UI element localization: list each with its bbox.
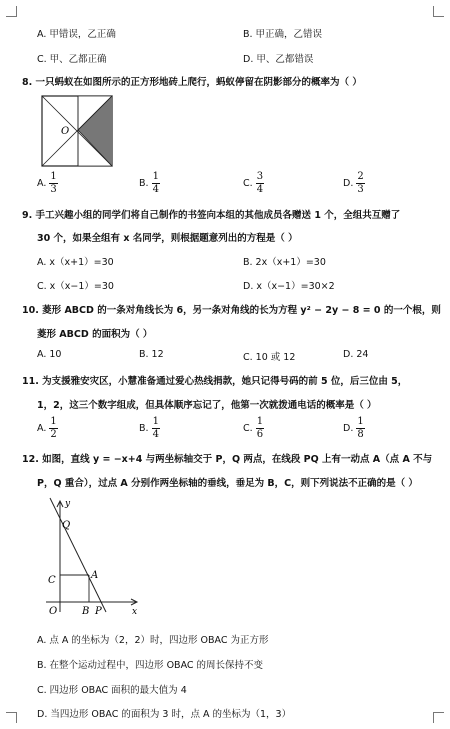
denominator: 3: [357, 184, 364, 195]
q11-option-d-letter: D.: [343, 423, 354, 434]
q9-option-a: A. x（x+1）=30: [37, 257, 114, 268]
corner-mark-bottom-left: [6, 712, 17, 723]
q8-option-d: [343, 172, 365, 195]
q12-option-b: B. 在整个运动过程中，四边形 OBAC 的周长保持不变: [37, 660, 264, 671]
label-a: A: [91, 570, 99, 581]
q10-stem-line1: 10. 菱形 ABCD 的一条对角线长为 6，另一条对角线的长为方程 y² − 2y − 8 = 0 的一个根，则: [22, 305, 441, 316]
q12-stem-line2: P，Q 重合），过点 A 分别作两坐标轴的垂线，垂足为 B，C，则下列说法不正确的是（ ）: [37, 478, 418, 489]
numerator: 2: [357, 171, 364, 182]
q8-option-c-fraction: [256, 172, 264, 195]
q11-option-a: [37, 417, 58, 440]
q8-option-a: [37, 172, 58, 195]
q12-option-d: D. 当四边形 OBAC 的面积为 3 时，点 A 的坐标为（1，3）: [37, 709, 292, 720]
q9-option-b: B. 2x（x+1）=30: [243, 257, 326, 268]
corner-mark-top-right: [433, 6, 444, 17]
q11-option-c-letter: C.: [243, 423, 253, 434]
label-o: O: [61, 126, 70, 137]
label-p: P: [95, 606, 102, 617]
q11-option-d: [343, 417, 365, 440]
q11-stem-line2: 1，2，这三个数字组成，但具体顺序忘记了，他第一次就拨通电话的概率是（ ）: [37, 400, 377, 411]
denominator: 4: [256, 184, 264, 195]
denominator: 2: [50, 429, 57, 440]
q11-option-c-fraction: [256, 417, 264, 440]
label-x: x: [132, 607, 138, 617]
corner-mark-bottom-right: [433, 712, 444, 723]
q8-option-a-letter: A.: [37, 178, 47, 189]
q8-option-b-fraction: [152, 172, 160, 195]
label-y: y: [65, 499, 71, 509]
q8-option-a-fraction: [49, 172, 57, 195]
q7-option-a: A. 甲错误，乙正确: [37, 29, 116, 40]
q11-option-d-fraction: [356, 417, 364, 440]
q12-coordinate-figure: [40, 490, 148, 620]
q11-stem-line1: 11. 为支援雅安灾区，小慧准备通过爱心热线捐款，她只记得号码的前 5 位，后三位由 5，: [22, 376, 408, 387]
denominator: 3: [50, 184, 57, 195]
line-pq: [50, 498, 106, 612]
q8-option-b-letter: B.: [139, 178, 149, 189]
numerator: 1: [357, 416, 364, 427]
q8-option-b: [139, 172, 160, 195]
numerator: 1: [50, 171, 57, 182]
q11-option-a-fraction: [49, 417, 57, 440]
q7-option-d: D. 甲、乙都错误: [243, 54, 314, 65]
label-o: O: [49, 606, 58, 617]
q11-option-b: [139, 417, 160, 440]
q11-option-c: [243, 417, 264, 440]
corner-mark-top-left: [6, 6, 17, 17]
q11-option-b-letter: B.: [139, 423, 149, 434]
numerator: 1: [152, 171, 159, 182]
q11-option-a-letter: A.: [37, 423, 47, 434]
q9-stem-line1: 9. 手工兴趣小组的同学们将自己制作的书签向本组的其他成员各赠送 1 个，全组共互赠了: [22, 210, 401, 221]
label-b: B: [82, 606, 90, 617]
numerator: 3: [256, 171, 264, 182]
q10-option-b: B. 12: [139, 349, 164, 360]
denominator: 8: [357, 429, 364, 440]
q8-stem: 8. 一只蚂蚁在如图所示的正方形地砖上爬行，蚂蚁停留在阴影部分的概率为（ ）: [22, 77, 362, 88]
q8-option-d-letter: D.: [343, 178, 354, 189]
q10-stem-line2: 菱形 ABCD 的面积为（ ）: [37, 329, 153, 340]
label-q: Q: [62, 520, 71, 531]
q10-option-c: C. 10 或 12: [243, 352, 296, 363]
q9-option-c: C. x（x−1）=30: [37, 281, 114, 292]
denominator: 6: [256, 429, 264, 440]
q12-option-a: A. 点 A 的坐标为（2，2）时，四边形 OBAC 为正方形: [37, 635, 269, 646]
q12-option-c: C. 四边形 OBAC 面积的最大值为 4: [37, 685, 187, 696]
denominator: 4: [152, 184, 159, 195]
q8-option-c: [243, 172, 264, 195]
q7-option-b: B. 甲正确，乙错误: [243, 29, 323, 40]
q8-square-tile-figure: [41, 95, 113, 167]
label-c: C: [48, 575, 56, 586]
q11-option-b-fraction: [152, 417, 160, 440]
q12-stem-line1: 12. 如图，直线 y = −x+4 与两坐标轴交于 P，Q 两点，在线段 PQ 上有一动点 A（点 A 不与: [22, 454, 433, 465]
q8-option-d-fraction: [356, 172, 364, 195]
q10-option-a: A. 10: [37, 349, 62, 360]
numerator: 1: [152, 416, 159, 427]
q9-option-d: D. x（x−1）=30×2: [243, 281, 335, 292]
denominator: 4: [152, 429, 159, 440]
q10-option-d: D. 24: [343, 349, 369, 360]
q8-option-c-letter: C.: [243, 178, 253, 189]
q9-stem-line2: 30 个，如果全组有 x 名同学，则根据题意列出的方程是（ ）: [37, 233, 298, 244]
q7-option-c: C. 甲、乙都正确: [37, 54, 107, 65]
numerator: 1: [50, 416, 57, 427]
numerator: 1: [256, 416, 264, 427]
